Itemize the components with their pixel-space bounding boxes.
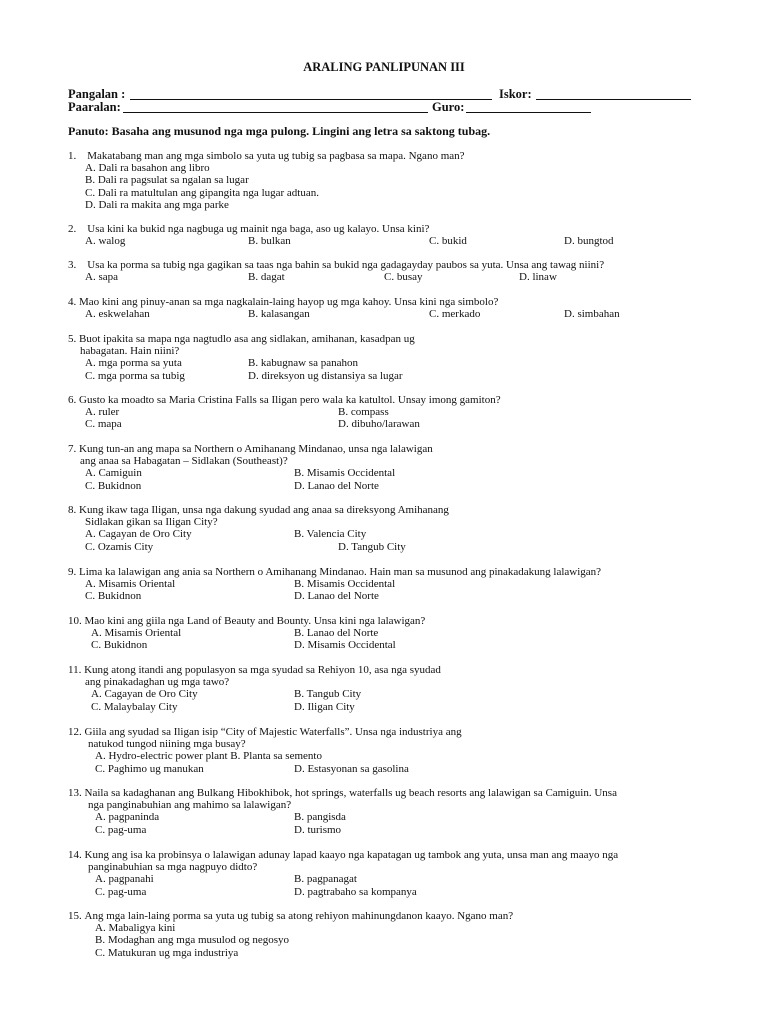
question-number: 7. [68,443,77,455]
instructions: Panuto: Basaha ang musunod nga mga pulong. Lingini ang letra sa saktong tubag. [68,124,491,138]
question-5 [68,333,708,382]
option-a[interactable]: A. ruler [85,406,120,419]
question-stem: Kung atong itandi ang populasyon sa mga syudad sa Rehiyon 10, asa nga syudad [84,664,441,676]
question-stem-continued: Sidlakan gikan sa Iligan City? [85,516,218,529]
option-c[interactable]: C. pag-uma [95,885,147,898]
option-d[interactable]: D. Lanao del Norte [294,479,379,492]
question-stem: Makatabang man ang mga simbolo sa yuta ug tubig sa pagbasa sa mapa. Ngano man? [87,150,465,162]
question-stem: Mao kini ang giila nga Land of Beauty and Bounty. Unsa kini nga lalawigan? [84,615,426,627]
option-a[interactable]: A. sapa [85,271,118,284]
option-b[interactable]: B. kalasangan [248,308,310,321]
question-8 [68,504,708,553]
option-b[interactable]: B. kabugnaw sa panahon [248,357,358,370]
option-a[interactable]: A. walog [85,235,126,248]
question-9 [68,566,708,603]
question-number: 9. [68,566,77,578]
option-d[interactable]: D. simbahan [564,308,620,321]
question-number: 12. [68,726,82,738]
option-b[interactable]: B. Valencia City [294,528,367,541]
paaralan-label: Paaralan: [68,100,121,114]
option-b[interactable]: B. Lanao del Norte [294,627,379,640]
question-stem-continued: ang pinakadaghan ug mga tawo? [85,676,230,689]
question-stem-continued: panginabuhian sa mga nagpuyo didto? [88,861,258,874]
option-a[interactable]: A. Dali ra basahon ang libro [85,162,210,175]
school-teacher-row [68,100,708,116]
question-stem-continued: ang anaa sa Habagatan – Sidlakan (Southeast)? [80,455,288,468]
option-b[interactable]: B. pagpanagat [294,873,357,886]
question-stem: Kung ang isa ka probinsya o lalawigan adunay lapad kaayo nga kapatagan ug tambok ang yuta, unsa man ang maayo nga [84,849,619,861]
question-stem: Kung ikaw taga Iligan, unsa nga dakung syudad ang anaa sa direksyong Amihanang [79,504,449,516]
pangalan-label: Pangalan : [68,87,126,101]
option-c[interactable]: C. merkado [429,308,481,321]
question-number: 13. [68,787,82,799]
option-c[interactable]: C. Dali ra matultulan ang gipangita nga lugar adtuan. [85,186,319,199]
option-d[interactable]: D. linaw [519,271,557,284]
option-c[interactable]: C. Matukuran ug mga industriya [95,946,239,959]
question-number: 1. [68,150,77,162]
option-a[interactable]: A. eskwelahan [85,308,150,321]
question-stem-continued: nga panginabuhian ang mahimo sa lalawigan? [88,799,292,812]
question-number: 14. [68,849,82,861]
guro-label: Guro: [432,100,465,114]
question-stem: Ang mga lain-laing porma sa yuta ug tubig sa atong rehiyon mahinungdanon kaayo. Ngano man? [84,910,514,922]
question-13 [68,787,708,836]
option-a[interactable]: A. Misamis Oriental [91,627,182,640]
option-c[interactable]: C. Bukidnon [85,479,142,492]
question-1 [68,150,708,211]
option-b[interactable]: B. Modaghan ang mga musulod og negosyo [95,934,290,947]
option-d[interactable]: D. direksyon ug distansiya sa lugar [248,369,403,382]
option-c[interactable]: C. mapa [85,418,122,431]
option-b[interactable]: B. Tangub City [294,688,362,701]
option-b[interactable]: B. pangisda [294,811,346,824]
option-b[interactable]: B. Dali ra pagsulat sa ngalan sa lugar [85,174,249,187]
question-number: 6. [68,394,77,406]
paaralan-blank[interactable] [123,112,428,113]
option-a[interactable]: A. Misamis Oriental [85,578,176,591]
question-2 [68,223,708,247]
option-d[interactable]: D. pagtrabaho sa kompanya [294,885,417,898]
option-d[interactable]: D. Iligan City [294,700,355,713]
option-a[interactable]: A. Cagayan de Oro City [85,528,192,541]
question-7 [68,443,708,492]
option-a[interactable]: A. Mabaligya kini [95,922,176,935]
option-b[interactable]: B. bulkan [248,235,291,248]
worksheet-title: ARALING PANLIPUNAN III [303,60,465,74]
question-11 [68,664,708,713]
option-c[interactable]: C. Ozamis City [85,540,154,553]
question-stem-continued: natukod tungod niining mga busay? [88,738,246,751]
option-d[interactable]: D. dibuho/larawan [338,418,420,431]
question-stem: Usa kini ka bukid nga nagbuga ug mainit nga baga, aso ug kalayo. Unsa kini? [87,223,430,235]
option-b[interactable]: B. compass [338,406,389,419]
question-number: 4. [68,296,77,308]
option-a[interactable]: A. Camiguin [85,467,142,480]
question-10 [68,615,708,652]
question-3 [68,259,708,283]
option-d[interactable]: D. turismo [294,823,342,836]
question-stem: Naila sa kadaghanan ang Bulkang Hibokhibok, hot springs, waterfalls ug beach resorts ang lalawigan sa Camiguin. Unsa [84,787,617,799]
option-c[interactable]: C. Bukidnon [85,590,142,603]
option-c[interactable]: C. bukid [429,235,467,248]
option-c[interactable]: C. Bukidnon [91,639,148,652]
question-4 [68,296,708,320]
question-6 [68,394,708,431]
option-d[interactable]: D. Tangub City [338,540,406,553]
option-b[interactable]: B. Misamis Occidental [294,578,396,591]
option-d[interactable]: D. Estasyonan sa gasolina [294,762,409,775]
option-c[interactable]: C. pag-uma [95,823,147,836]
question-stem: Lima ka lalawigan ang ania sa Northern o Amihanang Mindanao. Hain man sa musunod ang pinakadakung lalawigan? [79,566,602,578]
question-stem: Giila ang syudad sa Iligan isip “City of Majestic Waterfalls”. Unsa nga industriya ang [84,726,462,738]
option-d[interactable]: D. Misamis Occidental [294,639,396,652]
option-d[interactable]: D. Dali ra makita ang mga parke [85,198,229,211]
option-c[interactable]: C. mga porma sa tubig [85,369,185,382]
question-number: 3. [68,259,77,271]
question-15 [68,910,708,959]
option-b[interactable]: B. dagat [248,271,285,284]
question-number: 8. [68,504,77,516]
option-a-b[interactable]: A. Hydro-electric power plant B. Planta sa semento [95,750,322,763]
option-a[interactable]: A. pagpanahi [95,873,154,886]
option-c[interactable]: C. Malaybalay City [91,700,178,713]
option-c[interactable]: C. Paghimo ug manukan [95,762,204,775]
question-stem: Mao kini ang pinuy-anan sa mga nagkalain-laing hayop ug mga kahoy. Unsa kini nga simbolo? [79,296,499,308]
option-a[interactable]: A. pagpaninda [95,811,160,824]
question-stem-continued: habagatan. Hain niini? [80,345,180,358]
option-c[interactable]: C. busay [384,271,423,284]
option-d[interactable]: D. bungtod [564,235,614,248]
question-number: 15. [68,910,82,922]
question-stem: Kung tun-an ang mapa sa Northern o Amihanang Mindanao, unsa nga lalawigan [79,443,433,455]
question-12 [68,726,708,775]
option-d[interactable]: D. Lanao del Norte [294,590,379,603]
option-a[interactable]: A. mga porma sa yuta [85,357,182,370]
option-b[interactable]: B. Misamis Occidental [294,467,396,480]
question-14 [68,849,708,898]
option-a[interactable]: A. Cagayan de Oro City [91,688,198,701]
question-number: 5. [68,333,77,345]
guro-blank[interactable] [466,112,591,113]
question-number: 10. [68,615,82,627]
question-stem: Usa ka porma sa tubig nga gagikan sa taas nga bahin sa bukid nga gadagayday paubos sa yuta. Unsa ang tawag niini? [87,259,605,271]
iskor-label: Iskor: [499,87,532,101]
question-number: 11. [68,664,82,676]
question-stem: Buot ipakita sa mapa nga nagtudlo asa ang sidlakan, amihanan, kasadpan ug [79,333,415,345]
question-number: 2. [68,223,77,235]
question-stem: Gusto ka moadto sa Maria Cristina Falls sa Iligan pero wala ka katultol. Unsay imong gamiton? [79,394,501,406]
